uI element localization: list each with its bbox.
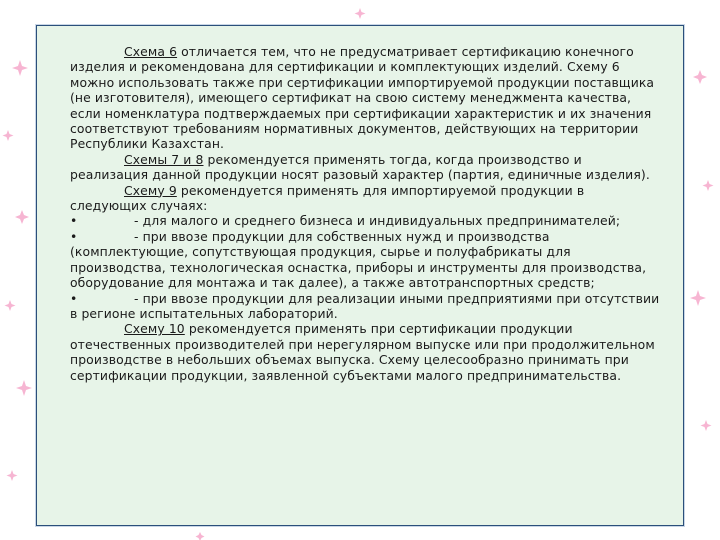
paragraph-scheme-10: [70, 321, 660, 383]
scheme-7-8-ref: Схемы 7 и 8: [124, 151, 204, 167]
list-item: [70, 229, 660, 291]
bullet-text: - при ввозе продукции для собственных нужд и производства (комплектующие, сопутствующая продукция, сырье и полуфабрикаты для производства, технологическая оснастка, приборы и инструменты для производства, оборудование для монтажа и так далее), а также автотранспортных средств;: [70, 228, 647, 291]
paragraph-2-text: рекомендуется применять тогда, когда производство и реализация данной продукции носят разовый характер (партия, единичные изделия).: [70, 151, 650, 183]
bullet-marker: •: [70, 228, 78, 244]
list-item: [70, 291, 660, 322]
paragraph-schemes-7-8: [70, 152, 660, 183]
document-text: [70, 44, 660, 383]
paragraph-3-text: рекомендуется применять для импортируемой продукции в следующих случаях:: [70, 182, 585, 214]
scheme-9-ref: Схему 9: [124, 182, 177, 198]
bullet-text: - для малого и среднего бизнеса и индивидуальных предпринимателей;: [134, 213, 621, 229]
scheme-10-ref: Схему 10: [124, 321, 185, 337]
document-card: [36, 25, 684, 526]
bullet-marker: •: [70, 213, 78, 229]
paragraph-4-text: рекомендуется применять при сертификации продукции отечественных производителей при нерегулярном выпуске или при продолжительном производстве в небольших объемах выпуска. Схему целесообразно принимать при сертификации продукции, заявленной субъектами малого предпринимательства.: [70, 321, 655, 383]
bullet-text: - при ввозе продукции для реализации иными предприятиями при отсутствии в регионе испытательных лабораторий.: [70, 290, 660, 321]
paragraph-1-text: отличается тем, что не предусматривает сертификацию конечного изделия и рекомендована для сертификации и комплектующих изделий. Схему 6 можно использовать также при сертификации импортируемой продукции поставщика (не изготовителя), имеющего сертификат на свою систему менеджмента качества, если номенклатура подтверждаемых при сертификации характеристик и их значения соответствуют требованиям нормативных документов, действующих на территории Республики Казахстан.: [70, 44, 655, 152]
bullet-marker: •: [70, 290, 78, 306]
scheme-6-ref: Схема 6: [124, 44, 178, 59]
paragraph-scheme-9: [70, 183, 660, 214]
paragraph-scheme-6: [70, 44, 660, 152]
list-item: [70, 213, 660, 228]
